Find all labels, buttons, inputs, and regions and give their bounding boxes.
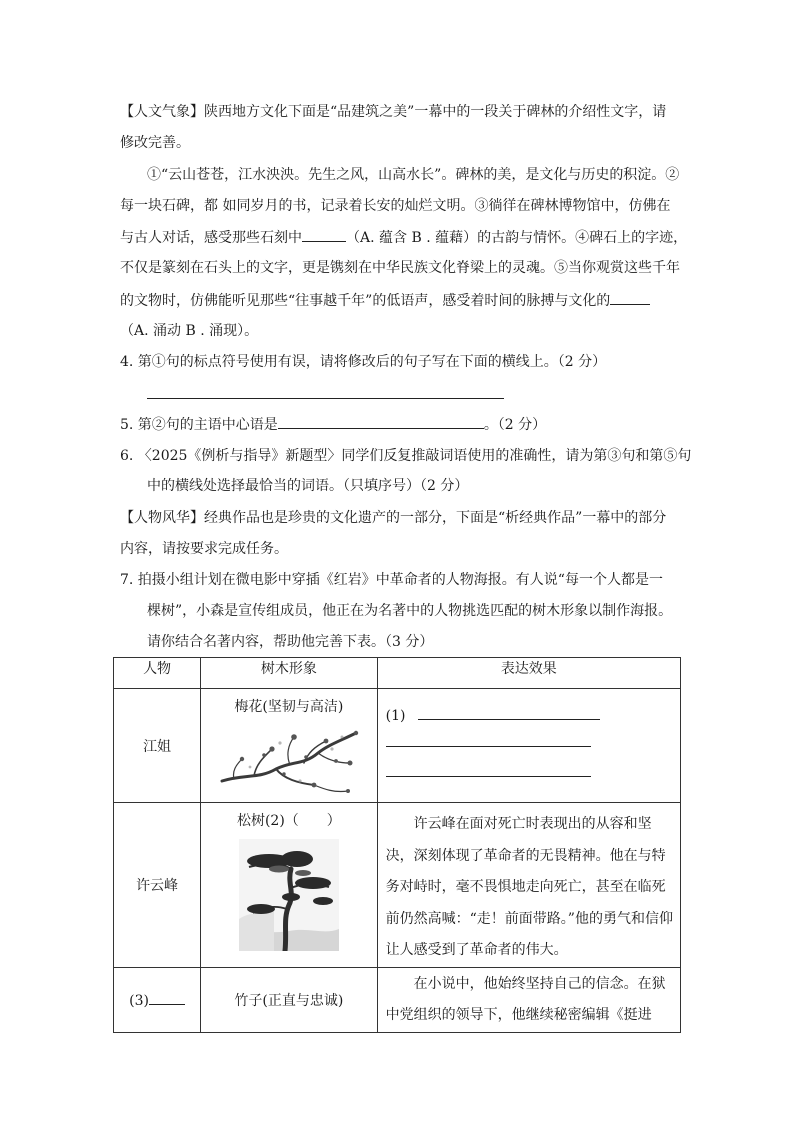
question-6-line-2: 中的横线处选择最恰当的词语。（只填序号）（2 分） <box>147 478 469 494</box>
intro-line-2: 修改完善。 <box>120 135 190 151</box>
pine-tree-image <box>239 839 339 951</box>
blank-sentence-5[interactable] <box>610 290 650 305</box>
person-3-label: (3) <box>129 993 149 1009</box>
question-7-line-3: 请你结合名著内容，帮助他完善下表。（3 分） <box>147 634 434 650</box>
passage-line-4: 不仅是篆刻在石头上的文字，更是镌刻在中华民族文化脊梁上的灵魂。⑤当你观赏这些千年 <box>120 260 680 276</box>
table-header-row <box>114 658 681 689</box>
passage-line-3-b: （A. 蕴含 B . 蕴藉）的古韵与情怀。④碑石上的字迹， <box>346 230 688 246</box>
intro-line-1: 【人文气象】陕西地方文化下面是“品建筑之美”一幕中的一段关于碑林的介绍性文字，请 <box>120 104 667 120</box>
effect-xuyunfeng-text: 许云峰在面对死亡时表现出的从容和坚决，深刻体现了革命者的无畏精神。他在与特务对峙时，毫不畏惧地走向死亡，甚至在临死前仍然高喊：“走！前面带路。”他的勇气和信仰让人感受到了革命者的伟大。 <box>385 816 673 958</box>
passage-line-3 <box>120 227 687 248</box>
header-effect: 表达效果 <box>377 658 680 689</box>
table-row-row3 <box>114 967 681 1032</box>
answer-blank-1-line-1[interactable] <box>418 705 600 720</box>
tree-bamboo-label: 竹子(正直与忠诚) <box>201 967 378 1032</box>
effect-1-label: (1) <box>385 708 406 724</box>
passage-line-6: （A. 涌动 B . 涌现）。 <box>120 323 259 339</box>
tree-pine-label: 松树(2)（ ） <box>236 813 341 829</box>
answer-blank-1-line-2[interactable] <box>386 746 591 747</box>
table-row-xuyunfeng <box>114 803 681 968</box>
tree-cell-plum <box>201 689 378 803</box>
answer-blank-3[interactable] <box>149 990 185 1005</box>
answer-line-q4[interactable] <box>147 398 504 399</box>
tree-cell-pine <box>201 803 378 968</box>
passage-line-5 <box>120 290 650 311</box>
tree-plum-label: 梅花(坚韧与高洁) <box>234 699 344 715</box>
answer-blank-1-line-3[interactable] <box>386 776 591 777</box>
effect-cell-jiangjie <box>377 689 680 803</box>
effect-row3-text: 在小说中，他始终坚持自己的信念。在狱中党组织的领导下，他继续秘密编辑《挺进 <box>385 975 666 1023</box>
person-jiangjie: 江姐 <box>114 689 201 803</box>
plum-blossom-image <box>214 719 364 799</box>
header-person: 人物 <box>114 658 201 689</box>
question-7-line-1: 7. 拍摄小组计划在微电影中穿插《红岩》中革命者的人物海报。有人说“每一个人都是一 <box>120 572 663 588</box>
person-xuyunfeng: 许云峰 <box>114 803 201 968</box>
question-7-line-2: 棵树”，小森是宣传组成员，他正在为名著中的人物挑选匹配的树木形象以制作海报。 <box>147 603 673 619</box>
person-cell-3 <box>114 967 201 1032</box>
character-tree-table <box>113 657 681 1033</box>
effect-cell-xuyunfeng <box>377 803 680 968</box>
answer-blank-q5[interactable] <box>278 414 484 429</box>
table-row-jiangjie <box>114 689 681 803</box>
passage-line-1: ①“云山苍苍，江水泱泱。先生之风，山高水长”。碑林的美，是文化与历史的积淀。② <box>147 167 680 183</box>
section2-line-1: 【人物风华】经典作品也是珍贵的文化遗产的一部分，下面是“析经典作品”一幕中的部分 <box>120 510 667 526</box>
blank-sentence-3[interactable] <box>302 227 346 242</box>
question-6-line-1: 6. 〈2025《例析与指导》新题型〉同学们反复推敲词语使用的准确性，请为第③句和第⑤句 <box>120 448 692 464</box>
question-5-b: 。（2 分） <box>483 417 547 433</box>
question-5 <box>120 414 546 435</box>
passage-line-3-a: 与古人对话，感受那些石刻中 <box>120 230 302 246</box>
section2-line-2: 内容，请按要求完成任务。 <box>120 541 288 557</box>
passage-line-2: 每一块石碑，都 如同岁月的书，记录着长安的灿烂文明。③徜徉在碑林博物馆中，仿佛在 <box>120 198 671 214</box>
question-4: 4. 第①句的标点符号使用有误，请将修改后的句子写在下面的横线上。（2 分） <box>120 354 607 370</box>
header-tree: 树木形象 <box>201 658 378 689</box>
effect-cell-row3 <box>377 967 680 1032</box>
question-5-a: 5. 第②句的主语中心语是 <box>120 417 278 433</box>
passage-line-5-text: 的文物时，仿佛能听见那些“往事越千年”的低语声，感受着时间的脉搏与文化的 <box>120 293 611 309</box>
